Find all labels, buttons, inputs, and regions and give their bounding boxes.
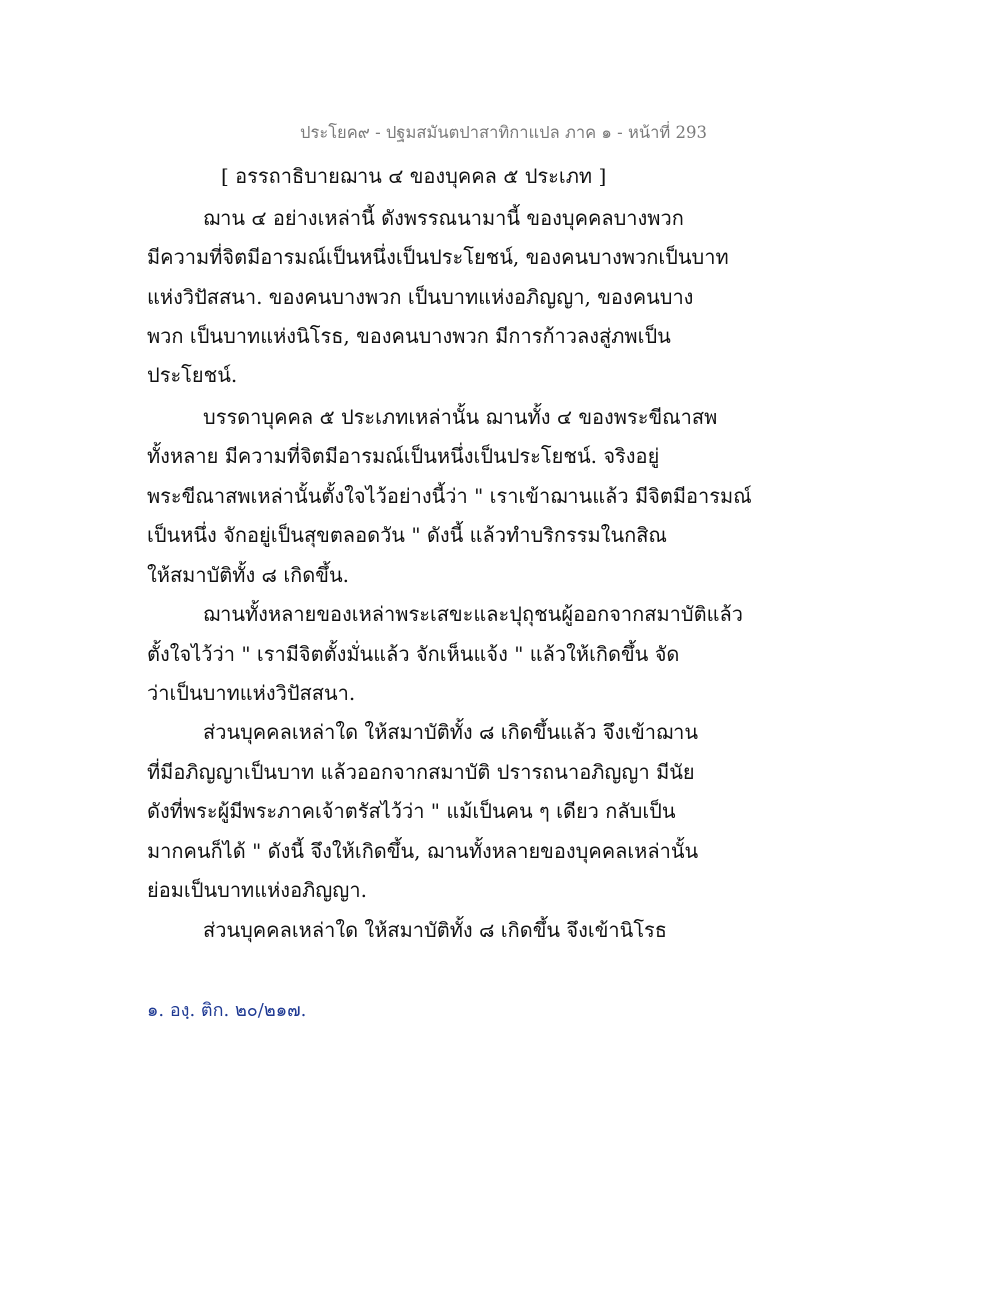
paragraph-line: ให้สมาบัติทั้ง ๘ เกิดขึ้น. xyxy=(147,563,349,587)
paragraph-line: ที่มีอภิญญาเป็นบาท แล้วออกจากสมาบัติ ปรารถนาอภิญญา มีนัย xyxy=(147,760,695,784)
paragraph-line: ส่วนบุคคลเหล่าใด ให้สมาบัติทั้ง ๘ เกิดขึ้น จึงเข้านิโรธ xyxy=(203,918,668,942)
paragraph-line: ฌาน ๔ อย่างเหล่านี้ ดังพรรณนามานี้ ของบุคคลบางพวก xyxy=(203,206,684,230)
paragraph-line: มากคนก็ได้ " ดังนี้ จึงให้เกิดขึ้น, ฌานทั้งหลายของบุคคลเหล่านั้น xyxy=(147,839,699,863)
paragraph-line: เป็นหนึ่ง จักอยู่เป็นสุขตลอดวัน " ดังนี้ แล้วทำบริกรรมในกสิณ xyxy=(147,523,667,547)
paragraph-line: มีความที่จิตมีอารมณ์เป็นหนึ่งเป็นประโยชน์, ของคนบางพวกเป็นบาท xyxy=(147,245,729,269)
page-header: ประโยค๙ - ปฐมสมันตปาสาทิกาแปล ภาค ๑ - หน้าที่ 293 xyxy=(300,123,707,142)
paragraph-line: พวก เป็นบาทแห่งนิโรธ, ของคนบางพวก มีการก้าวลงสู่ภพเป็น xyxy=(147,324,671,348)
paragraph-line: ประโยชน์. xyxy=(147,363,238,387)
paragraph-line: ตั้งใจไว้ว่า " เรามีจิตตั้งมั่นแล้ว จักเห็นแจ้ง " แล้วให้เกิดขึ้น จัด xyxy=(147,642,680,666)
paragraph-line: ว่าเป็นบาทแห่งวิปัสสนา. xyxy=(147,681,356,705)
paragraph-line: ฌานทั้งหลายของเหล่าพระเสขะและปุถุชนผู้ออกจากสมาบัติแล้ว xyxy=(203,602,743,626)
paragraph-line: ย่อมเป็นบาทแห่งอภิญญา. xyxy=(147,878,367,902)
paragraph-line: แห่งวิปัสสนา. ของคนบางพวก เป็นบาทแห่งอภิญญา, ของคนบาง xyxy=(147,285,694,309)
paragraph-line: ดังที่พระผู้มีพระภาคเจ้าตรัสไว้ว่า " แม้เป็นคน ๆ เดียว กลับเป็น xyxy=(147,799,676,823)
paragraph-line: ส่วนบุคคลเหล่าใด ให้สมาบัติทั้ง ๘ เกิดขึ้นแล้ว จึงเข้าฌาน xyxy=(203,720,699,744)
section-title: [ อรรถาธิบายฌาน ๔ ของบุคคล ๕ ประเภท ] xyxy=(221,164,607,188)
paragraph-line: บรรดาบุคคล ๕ ประเภทเหล่านั้น ฌานทั้ง ๔ ของพระขีณาสพ xyxy=(203,405,718,429)
footnote: ๑. องฺ. ติก. ๒๐/๒๑๗. xyxy=(147,1000,307,1021)
paragraph-line: พระขีณาสพเหล่านั้นตั้งใจไว้อย่างนี้ว่า " เราเข้าฌานแล้ว มีจิตมีอารมณ์ xyxy=(147,484,752,508)
paragraph-line: ทั้งหลาย มีความที่จิตมีอารมณ์เป็นหนึ่งเป็นประโยชน์. จริงอยู่ xyxy=(147,444,660,468)
